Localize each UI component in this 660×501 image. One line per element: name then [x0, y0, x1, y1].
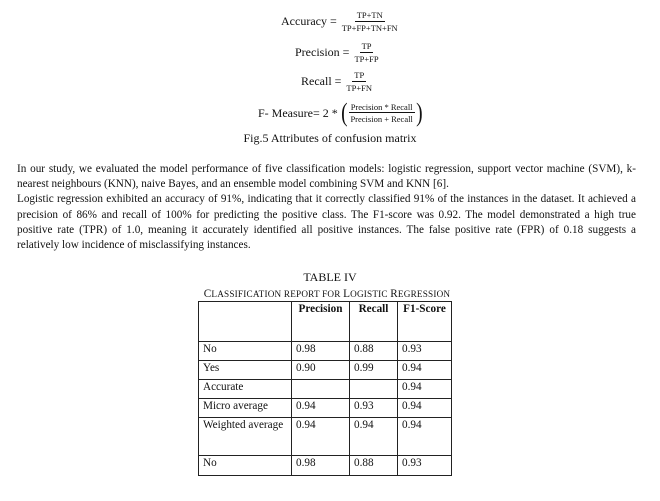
table-cell: 0.94	[350, 418, 398, 456]
table-cell: 0.93	[398, 456, 452, 476]
f-measure-fraction	[348, 103, 414, 124]
table-subtitle: CLASSIFICATION REPORT FOR LOGISTIC REGRESSION	[203, 288, 451, 300]
body-text	[17, 162, 636, 253]
precision-fraction	[352, 42, 380, 63]
figure-caption: Fig.5 Attributes of confusion matrix	[243, 131, 417, 145]
table-cell	[350, 380, 398, 399]
table-cell: 0.94	[398, 399, 452, 418]
recall-fraction	[344, 71, 374, 92]
table-row	[199, 342, 452, 361]
f-measure-denominator: Precision + Recall	[350, 114, 413, 124]
table-cell: 0.94	[398, 418, 452, 456]
paragraph: Logistic regression exhibited an accuracy of 91%, indicating that it correctly classified 91% of the instances in the dataset. It achieved a precision of 86% and recall of 100% for predicting the positive class. The F1-score was 0.92. The model demonstrated a high true positive rate (TPR) of 1.0, meaning it accurately identified all positive instances. The false positive rate (FPR) of 0.18 suggests a relatively low incidence of misclassifying instances.	[17, 193, 636, 252]
recall-numerator: TP	[354, 70, 365, 80]
table-row	[199, 418, 452, 456]
f-measure-numerator: Precision * Recall	[350, 101, 413, 112]
table-cell	[292, 380, 350, 399]
table-header-row	[199, 302, 452, 342]
table-title: TABLE IV	[303, 270, 357, 284]
recall-label: Recall =	[301, 74, 342, 88]
table-row	[199, 456, 452, 476]
recall-formula	[301, 71, 374, 92]
table-header-cell: F1-Score	[398, 302, 452, 342]
precision-formula	[295, 42, 381, 63]
table-cell: 0.88	[350, 456, 398, 476]
table-header-cell: Precision	[292, 302, 350, 342]
precision-denominator: TP+FP	[354, 53, 379, 64]
table-cell: 0.94	[398, 361, 452, 380]
precision-label: Precision =	[295, 45, 350, 59]
table-cell: 0.98	[292, 456, 350, 476]
accuracy-formula	[281, 11, 400, 32]
precision-numerator: TP	[361, 41, 372, 51]
accuracy-fraction	[340, 11, 400, 32]
table-cell: 0.90	[292, 361, 350, 380]
table-cell: 0.93	[350, 399, 398, 418]
accuracy-label: Accuracy =	[281, 14, 337, 28]
table-cell: 0.93	[398, 342, 452, 361]
table-cell: 0.94	[292, 418, 350, 456]
left-paren-glyph: (	[340, 98, 348, 127]
table-cell: 0.88	[350, 342, 398, 361]
recall-denominator: TP+FN	[346, 82, 373, 93]
table-cell: 0.99	[350, 361, 398, 380]
table-cell: 0.94	[292, 399, 350, 418]
f-measure-label: F- Measure= 2 *	[258, 105, 338, 120]
table-row	[199, 361, 452, 380]
table-header-cell: Recall	[350, 302, 398, 342]
table-cell: No	[199, 342, 292, 361]
table-cell: No	[199, 456, 292, 476]
table-cell: Yes	[199, 361, 292, 380]
table-cell: Accurate	[199, 380, 292, 399]
table-cell: 0.98	[292, 342, 350, 361]
paragraph: In our study, we evaluated the model performance of five classification models: logistic regression, support vector machine (SVM), k-nearest neighbours (KNN), naive Bayes, and an ensemble model combining SVM and KNN [6].	[17, 163, 636, 191]
accuracy-numerator: TP+TN	[356, 10, 383, 20]
table-row	[199, 399, 452, 418]
table-cell: 0.94	[398, 380, 452, 399]
table-row	[199, 380, 452, 399]
f-measure-formula	[258, 100, 424, 126]
table-cell: Weighted average	[199, 418, 292, 456]
classification-report-table	[198, 301, 452, 476]
right-paren-glyph: )	[415, 98, 423, 127]
table-cell: Micro average	[199, 399, 292, 418]
accuracy-denominator: TP+FP+TN+FN	[341, 22, 398, 33]
table-header-cell	[199, 302, 292, 342]
